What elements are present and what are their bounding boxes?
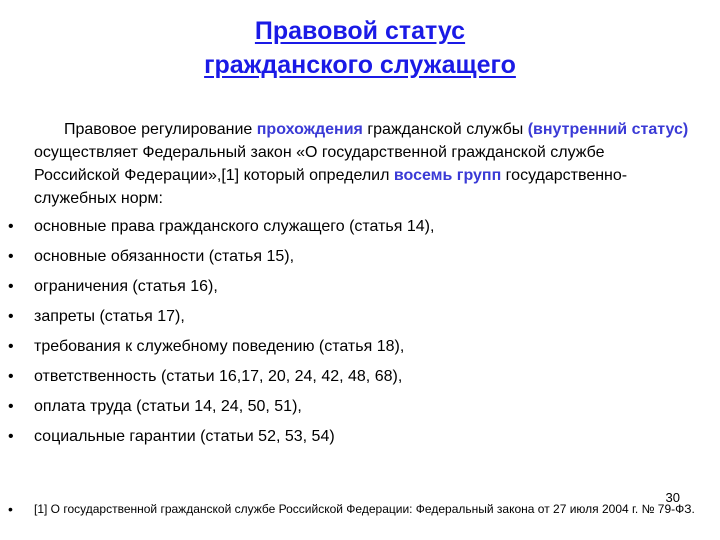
list-item-text: основные права гражданского служащего (статья 14), — [34, 218, 435, 235]
bullet-icon: • — [8, 218, 14, 235]
footnote-text: [1] О государственной гражданской службе Российской Федерации: Федеральный закона от 27 июля 2004 г. № 79-ФЗ. — [34, 502, 695, 516]
list-item — [0, 422, 720, 452]
intro-text-3: осуществляет Федеральный закон «О государственной гражданской службе Российской Федерации»,[1] который определил — [34, 144, 605, 184]
norm-groups-list — [0, 212, 720, 452]
bullet-icon: • — [8, 308, 14, 325]
list-item — [0, 332, 720, 362]
list-item-text: ответственность (статьи 16,17, 20, 24, 42, 48, 68), — [34, 368, 403, 385]
bullet-icon: • — [8, 368, 14, 385]
bullet-icon: • — [8, 501, 13, 517]
slide-title — [0, 14, 720, 82]
intro-paragraph — [34, 118, 694, 210]
bullet-icon: • — [8, 248, 14, 265]
title-line-1: Правовой статус — [254, 17, 466, 45]
list-item — [0, 362, 720, 392]
bullet-icon: • — [8, 398, 14, 415]
list-item — [0, 392, 720, 422]
intro-highlight-3: восемь групп — [393, 167, 502, 184]
list-item-text: социальные гарантии (статьи 52, 53, 54) — [34, 428, 335, 445]
bullet-icon: • — [8, 428, 14, 445]
intro-text-1: Правовое регулирование — [64, 121, 257, 138]
page-number: 30 — [665, 490, 680, 505]
list-item — [0, 272, 720, 302]
intro-highlight-2: (внутренний статус) — [527, 121, 689, 138]
list-item-text: требования к служебному поведению (статья 18), — [34, 338, 405, 355]
list-item — [0, 242, 720, 272]
bullet-icon: • — [8, 278, 14, 295]
list-item — [0, 302, 720, 332]
list-item-text: ограничения (статья 16), — [34, 278, 218, 295]
intro-highlight-1: прохождения — [256, 121, 363, 138]
intro-text-2: гражданской службы — [362, 121, 528, 138]
bullet-icon: • — [8, 338, 14, 355]
title-line-2: гражданского служащего — [204, 51, 516, 79]
intro-text-4: государственно-служебных норм: — [34, 167, 628, 207]
list-item-text: основные обязанности (статья 15), — [34, 248, 295, 265]
list-item-text: запреты (статья 17), — [34, 308, 185, 325]
list-item — [0, 212, 720, 242]
list-item-text: оплата труда (статьи 14, 24, 50, 51), — [34, 398, 302, 415]
